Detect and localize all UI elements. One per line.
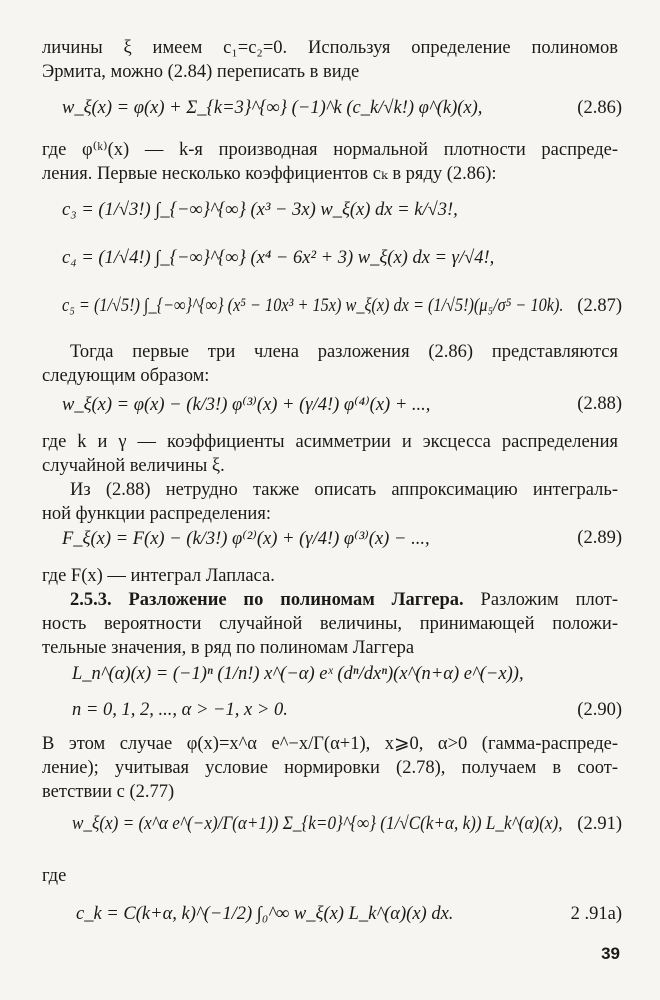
equation-body: c₄ = (1/√4!) ∫_{−∞}^{∞} (x⁴ − 6x² + 3) w_ξ(x) dx = γ/√4!, (62, 248, 495, 268)
equation-body: c_k = C(k+α, k)^(−1/2) ∫₀^∞ w_ξ(x) L_k^(α)(x) dx. (76, 904, 454, 924)
equation-laguerre (0, 652, 660, 692)
equation-number: (2.90) (577, 700, 622, 720)
text-line: где F(x) — интеграл Лапласа. (42, 566, 275, 586)
equation-body: F_ξ(x) = F(x) − (k/3!) φ⁽²⁾(x) + (γ/4!) φ⁽³⁾(x) − ..., (62, 529, 430, 549)
equation-number: 2 .91a) (570, 904, 622, 924)
equation-2-87 (0, 288, 660, 328)
section-heading: 2.5.3. Разложение по полиномам Лаггера. (70, 590, 464, 610)
equation-2-88 (0, 386, 660, 426)
equation-body: w_ξ(x) = φ(x) + Σ_{k=3}^{∞} (−1)^k (c_k/√k!) φ^(k)(x), (62, 98, 483, 118)
equation-body: c₃ = (1/√3!) ∫_{−∞}^{∞} (x³ − 3x) w_ξ(x) dx = k/√3!, (62, 200, 458, 220)
text-line: ность вероятности случайной величины, принимающей положи- (42, 614, 618, 634)
text-line: Эрмита, можно (2.84) переписать в виде (42, 62, 360, 82)
text-line: где (42, 866, 67, 886)
text-line: ной функции распределения: (42, 504, 271, 524)
equation-number: (2.89) (577, 528, 622, 548)
equation-c3 (0, 192, 660, 232)
equation-number: (2.88) (577, 394, 622, 414)
text-line: В этом случае φ(x)=x^α e^−x/Γ(α+1), x⩾0, α>0 (гамма-распреде- (42, 734, 618, 754)
equation-number: (2.91) (577, 814, 622, 834)
text-line: тельные значения, в ряд по полиномам Лаггера (42, 638, 415, 658)
text-line: Тогда первые три члена разложения (2.86) представляются (70, 342, 618, 362)
equation-c4 (0, 240, 660, 280)
equation-2-91a (0, 894, 660, 934)
equation-2-89 (0, 520, 660, 560)
equation-2-90 (0, 696, 660, 728)
text-line: ления. Первые несколько коэффициентов cₖ в ряду (2.86): (42, 164, 497, 184)
text-line: следующим образом: (42, 366, 210, 386)
equation-number: (2.86) (577, 98, 622, 118)
text-span: Разложим плот- (463, 590, 619, 610)
text-line: где φ⁽ᵏ⁾(x) — k-я производная нормальной плотности распреде- (42, 140, 618, 160)
text-line: случайной величины ξ. (42, 456, 225, 476)
equation-number: (2.87) (577, 296, 622, 316)
equation-body: L_n^(α)(x) = (−1)ⁿ (1/n!) x^(−α) eˣ (dⁿ/dxⁿ)(x^(n+α) e^(−x)), (72, 664, 524, 684)
equation-2-86 (0, 90, 660, 134)
text-line: где k и γ — коэффициенты асимметрии и эксцесса распределения (42, 432, 618, 452)
text-line: Из (2.88) нетрудно также описать аппроксимацию интеграль- (70, 480, 618, 500)
equation-body: n = 0, 1, 2, ..., α > −1, x > 0. (72, 700, 288, 720)
text-line: ветствии с (2.77) (42, 782, 175, 802)
page-number: 39 (601, 944, 620, 963)
equation-body: c₅ = (1/√5!) ∫_{−∞}^{∞} (x⁵ − 10x³ + 15x) w_ξ(x) dx = (1/√5!)(μ₅/σ⁵ − 10k). (62, 296, 564, 316)
text-line: ление); учитывая условие нормировки (2.78), получаем в соот- (42, 758, 618, 778)
text-line: личины ξ имеем c₁=c₂=0. Используя определение полиномов (42, 38, 618, 58)
equation-body: w_ξ(x) = φ(x) − (k/3!) φ⁽³⁾(x) + (γ/4!) φ⁽⁴⁾(x) + ..., (62, 395, 431, 415)
equation-2-91 (0, 796, 660, 856)
section-heading-line (42, 588, 618, 612)
equation-body: w_ξ(x) = (x^α e^(−x)/Γ(α+1)) Σ_{k=0}^{∞} (1/√C(k+α, k)) L_k^(α)(x), (72, 814, 563, 834)
